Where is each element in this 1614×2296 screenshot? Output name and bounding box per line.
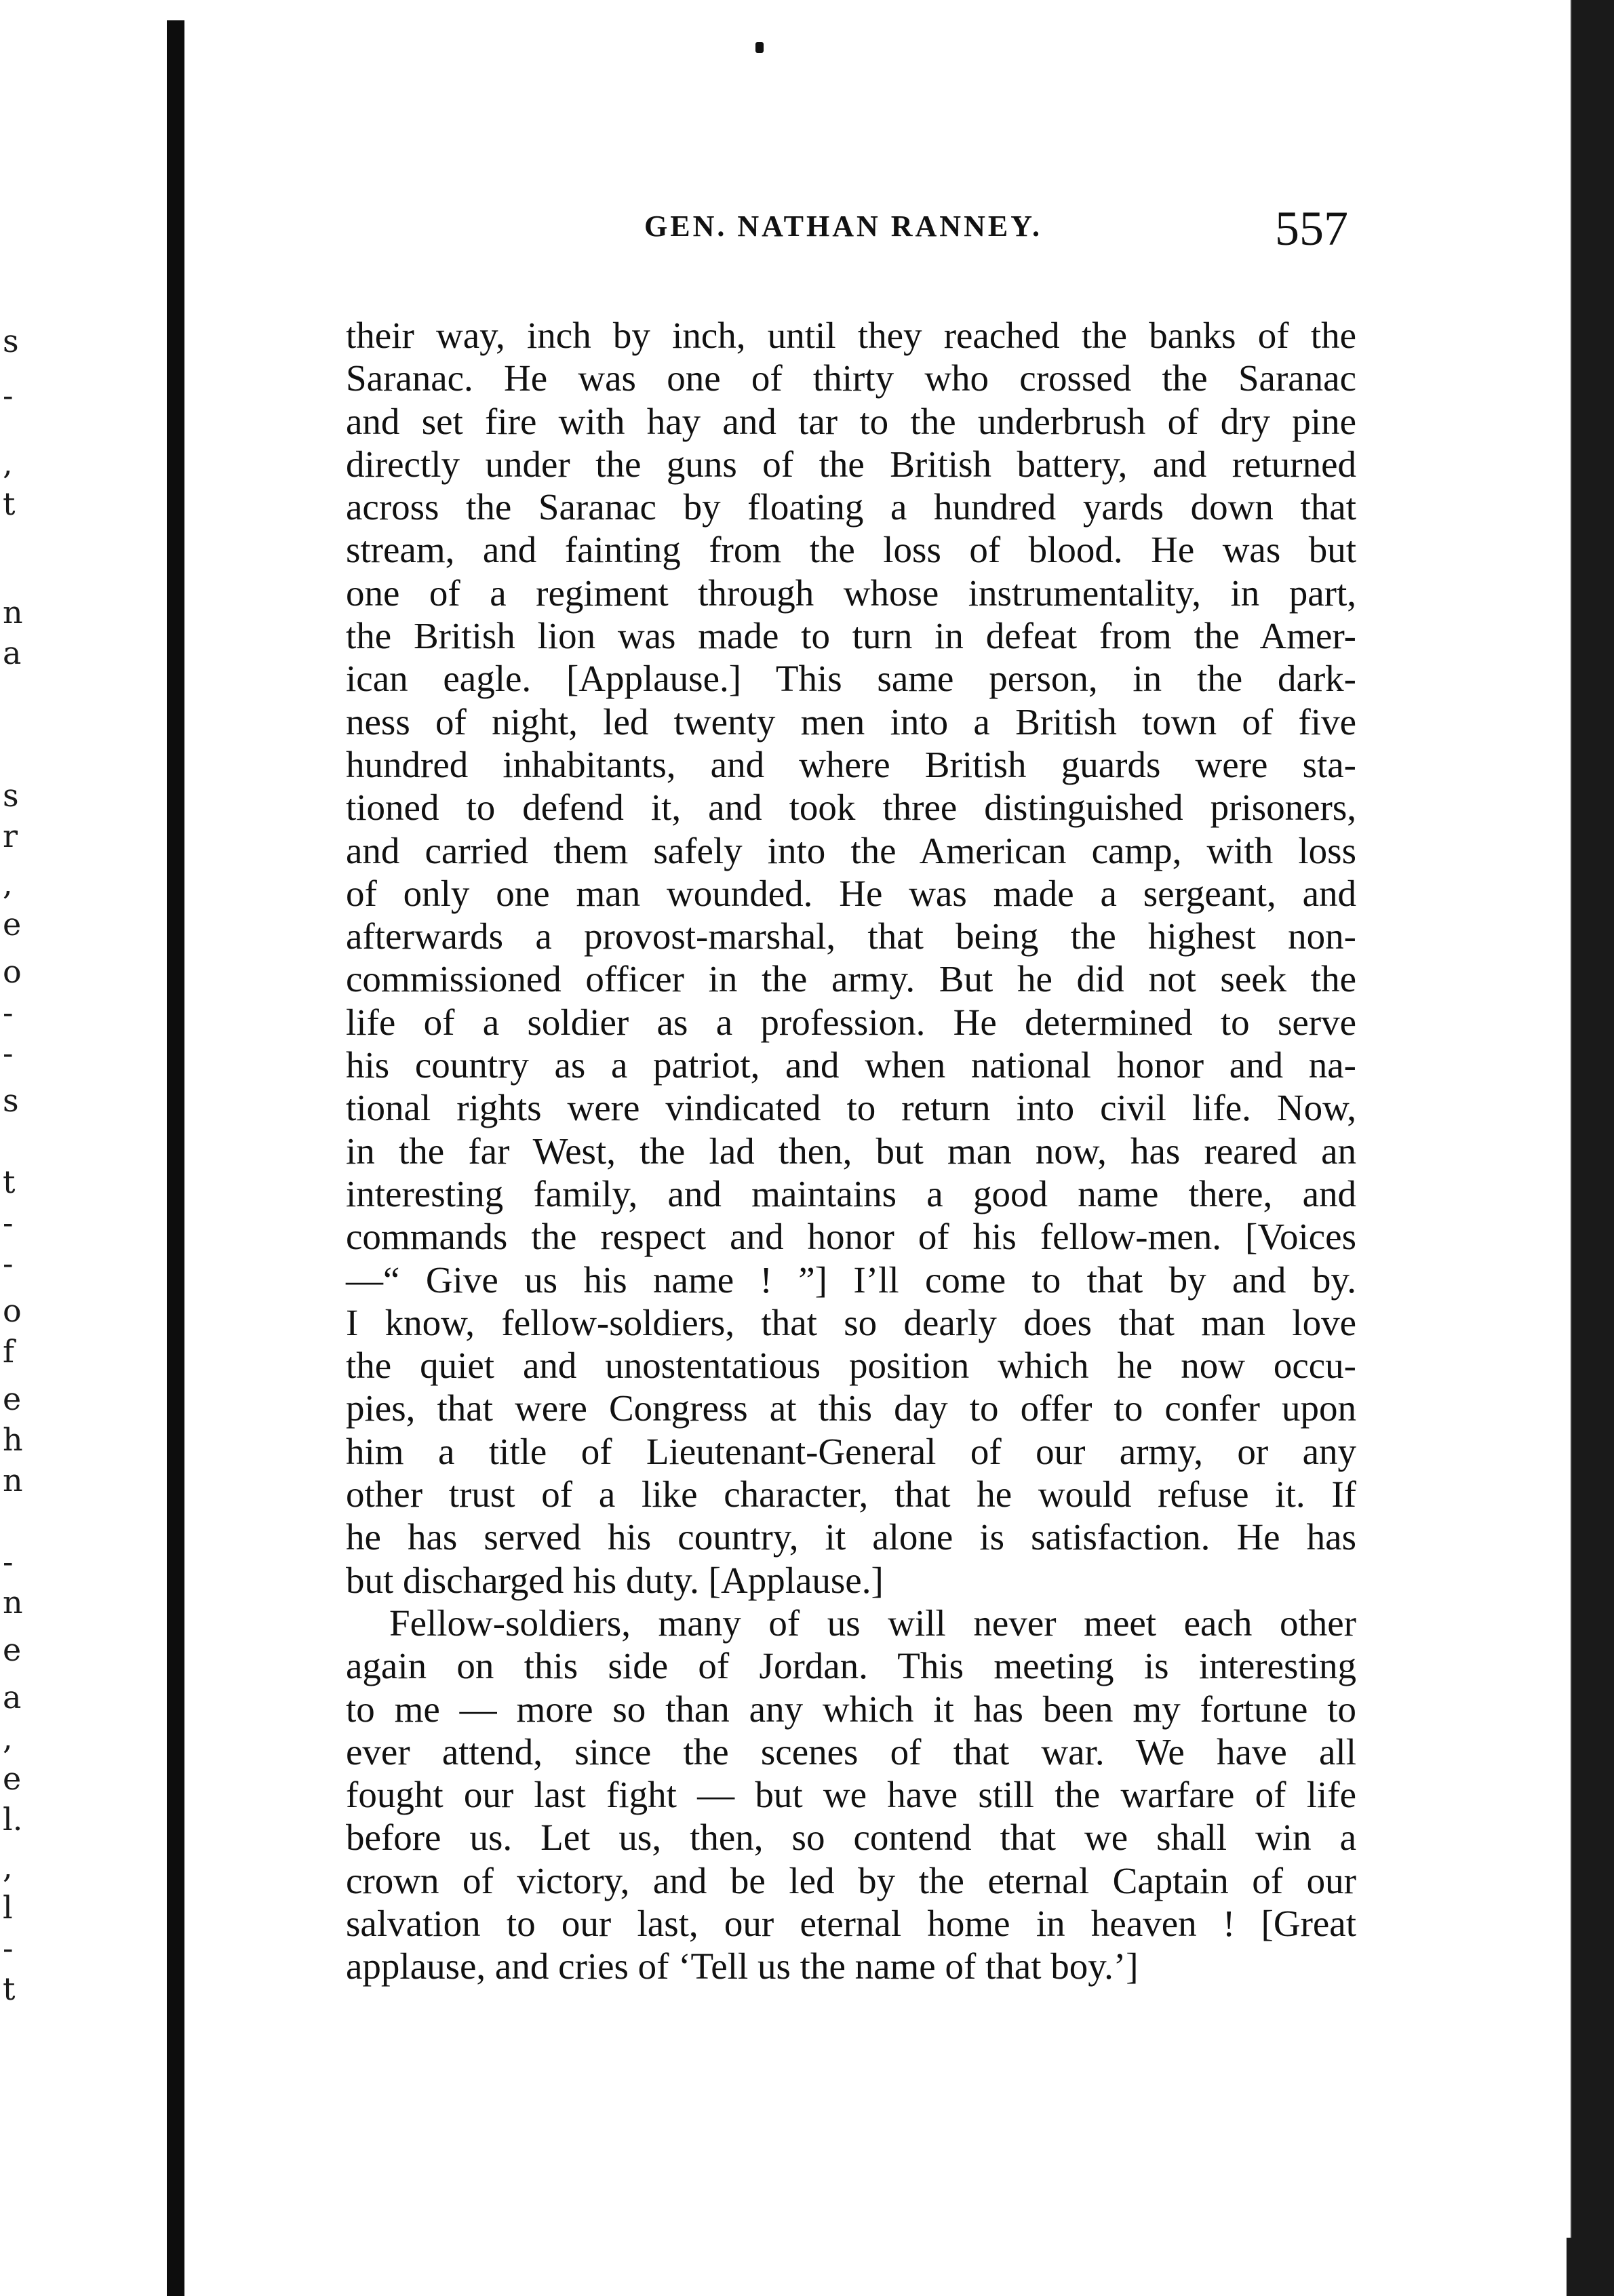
facing-page-fragment: - [3,1543,14,1580]
facing-page-fragment: r [3,818,18,854]
text-line: tional rights were vindicated to return into civil life. Now, [346,1087,1356,1129]
text-line: and set fire with hay and tar to the underbrush of dry pine [346,400,1356,442]
text-line: the British lion was made to turn in defeat from the Amer- [346,615,1356,657]
facing-page-fragment: - [3,994,14,1031]
facing-page-fragment: l [3,1889,13,1926]
facing-page-fragment: t [3,1971,16,2007]
text-line: and carried them safely into the American camp, with loss [346,829,1356,871]
text-line: ever attend, since the scenes of that war. We have all [346,1730,1356,1773]
facing-page-fragment: e [3,1760,22,1797]
facing-page-fragment: e [3,1631,22,1668]
text-line: but discharged his duty. [Applause.] [346,1559,884,1601]
text-line: life of a soldier as a profession. He determined to serve [346,1001,1356,1043]
text-line: ness of night, led twenty men into a British town of five [346,700,1356,743]
running-head: GEN. NATHAN RANNEY. [644,210,1042,243]
page-number: 557 [1275,201,1348,256]
text-line: before us. Let us, then, so contend that we shall win a [346,1817,1356,1859]
text-line: I know, fellow-soldiers, that so dearly does that man love [346,1301,1356,1343]
text-line: commands the respect and honor of his fellow-men. [Voices [346,1216,1356,1258]
facing-page-fragment: n [3,594,23,631]
bottom-corner-shadow [1567,2238,1614,2296]
text-line: salvation to our last, our eternal home in heaven ! [Great [346,1902,1356,1944]
facing-page-fragment: - [3,377,14,414]
text-line: directly under the guns of the British battery, and returned [346,443,1356,485]
text-line: ican eagle. [Applause.] This same person, in the dark- [346,658,1356,700]
text-line: hundred inhabitants, and where British guards were sta- [346,743,1356,785]
text-line: commissioned officer in the army. But he did not seek the [346,958,1356,1000]
facing-page-fragment: h [3,1421,23,1458]
facing-page-fragment: o [3,1292,22,1329]
text-line: their way, inch by inch, until they reached the banks of the [346,315,1356,356]
facing-page-fragment: , [3,1848,13,1885]
text-line: his country as a patriot, and when national honor and na- [346,1044,1356,1086]
text-line: in the far West, the lad then, but man now, has reared an [346,1130,1356,1172]
facing-page-fragment: , [3,1720,13,1756]
text-line: other trust of a like character, that he would refuse it. If [346,1473,1356,1516]
facing-page-fragment: - [3,1245,14,1282]
text-line: again on this side of Jordan. This meeting is interesting [346,1645,1356,1687]
facing-page-fragment: s [3,323,19,359]
text-line: him a title of Lieutenant-General of our army, or any [346,1430,1356,1472]
facing-page-fragment: l. [3,1801,23,1838]
text-line: stream, and fainting from the loss of blood. He was but [346,529,1356,571]
facing-page-fragments [0,0,27,2296]
facing-page-fragment: n [3,1584,23,1621]
text-line: Saranac. He was one of thirty who crossed the Saranac [346,357,1356,399]
text-line: fought our last fight — but we have still the warfare of life [346,1774,1356,1816]
right-page-edge [1572,0,1614,2296]
facing-page-fragment: o [3,953,22,990]
text-line: tioned to defend it, and took three distinguished prisoners, [346,787,1356,829]
facing-page-fragment: a [3,635,22,671]
facing-page-fragment: t [3,1164,16,1200]
text-line: the quiet and unostentatious position which he now occu- [346,1345,1356,1387]
facing-page-fragment: - [3,1930,14,1966]
text-line: Fellow-soldiers, many of us will never meet each other [389,1602,1356,1644]
text-line: applause, and cries of ‘Tell us the name of that boy.’] [346,1945,1139,1987]
text-line: afterwards a provost-marshal, that being the highest non- [346,915,1356,957]
facing-page-fragment: - [3,1204,14,1241]
top-mark [755,42,764,53]
facing-page-fragment: a [3,1679,22,1716]
facing-page-fragment: - [3,1035,14,1071]
text-line: across the Saranac by floating a hundred yards down that [346,486,1356,528]
text-line: pies, that were Congress at this day to offer to confer upon [346,1387,1356,1429]
facing-page-fragment: e [3,1381,22,1417]
text-line: he has served his country, it alone is satisfaction. He has [346,1516,1356,1558]
text-line: —“ Give us his name ! ”] I’ll come to that by and by. [346,1259,1356,1301]
text-line: to me — more so than any which it has been my fortune to [346,1688,1356,1730]
text-line: interesting family, and maintains a good name there, and [346,1172,1356,1214]
facing-page-fragment: e [3,906,22,943]
body-text [346,314,1356,1988]
facing-page-fragment: , [3,865,13,902]
text-line: crown of victory, and be led by the eternal Captain of our [346,1859,1356,1901]
binding-edge [167,20,184,2296]
facing-page-fragment: s [3,1082,19,1119]
facing-page-fragment: , [3,445,13,481]
facing-page-fragment: t [3,486,16,522]
facing-page-fragment: f [3,1333,15,1370]
facing-page-fragment: n [3,1462,23,1499]
facing-page-fragment: s [3,777,19,814]
text-line: of only one man wounded. He was made a sergeant, and [346,872,1356,914]
text-line: one of a regiment through whose instrumentality, in part, [346,572,1356,614]
